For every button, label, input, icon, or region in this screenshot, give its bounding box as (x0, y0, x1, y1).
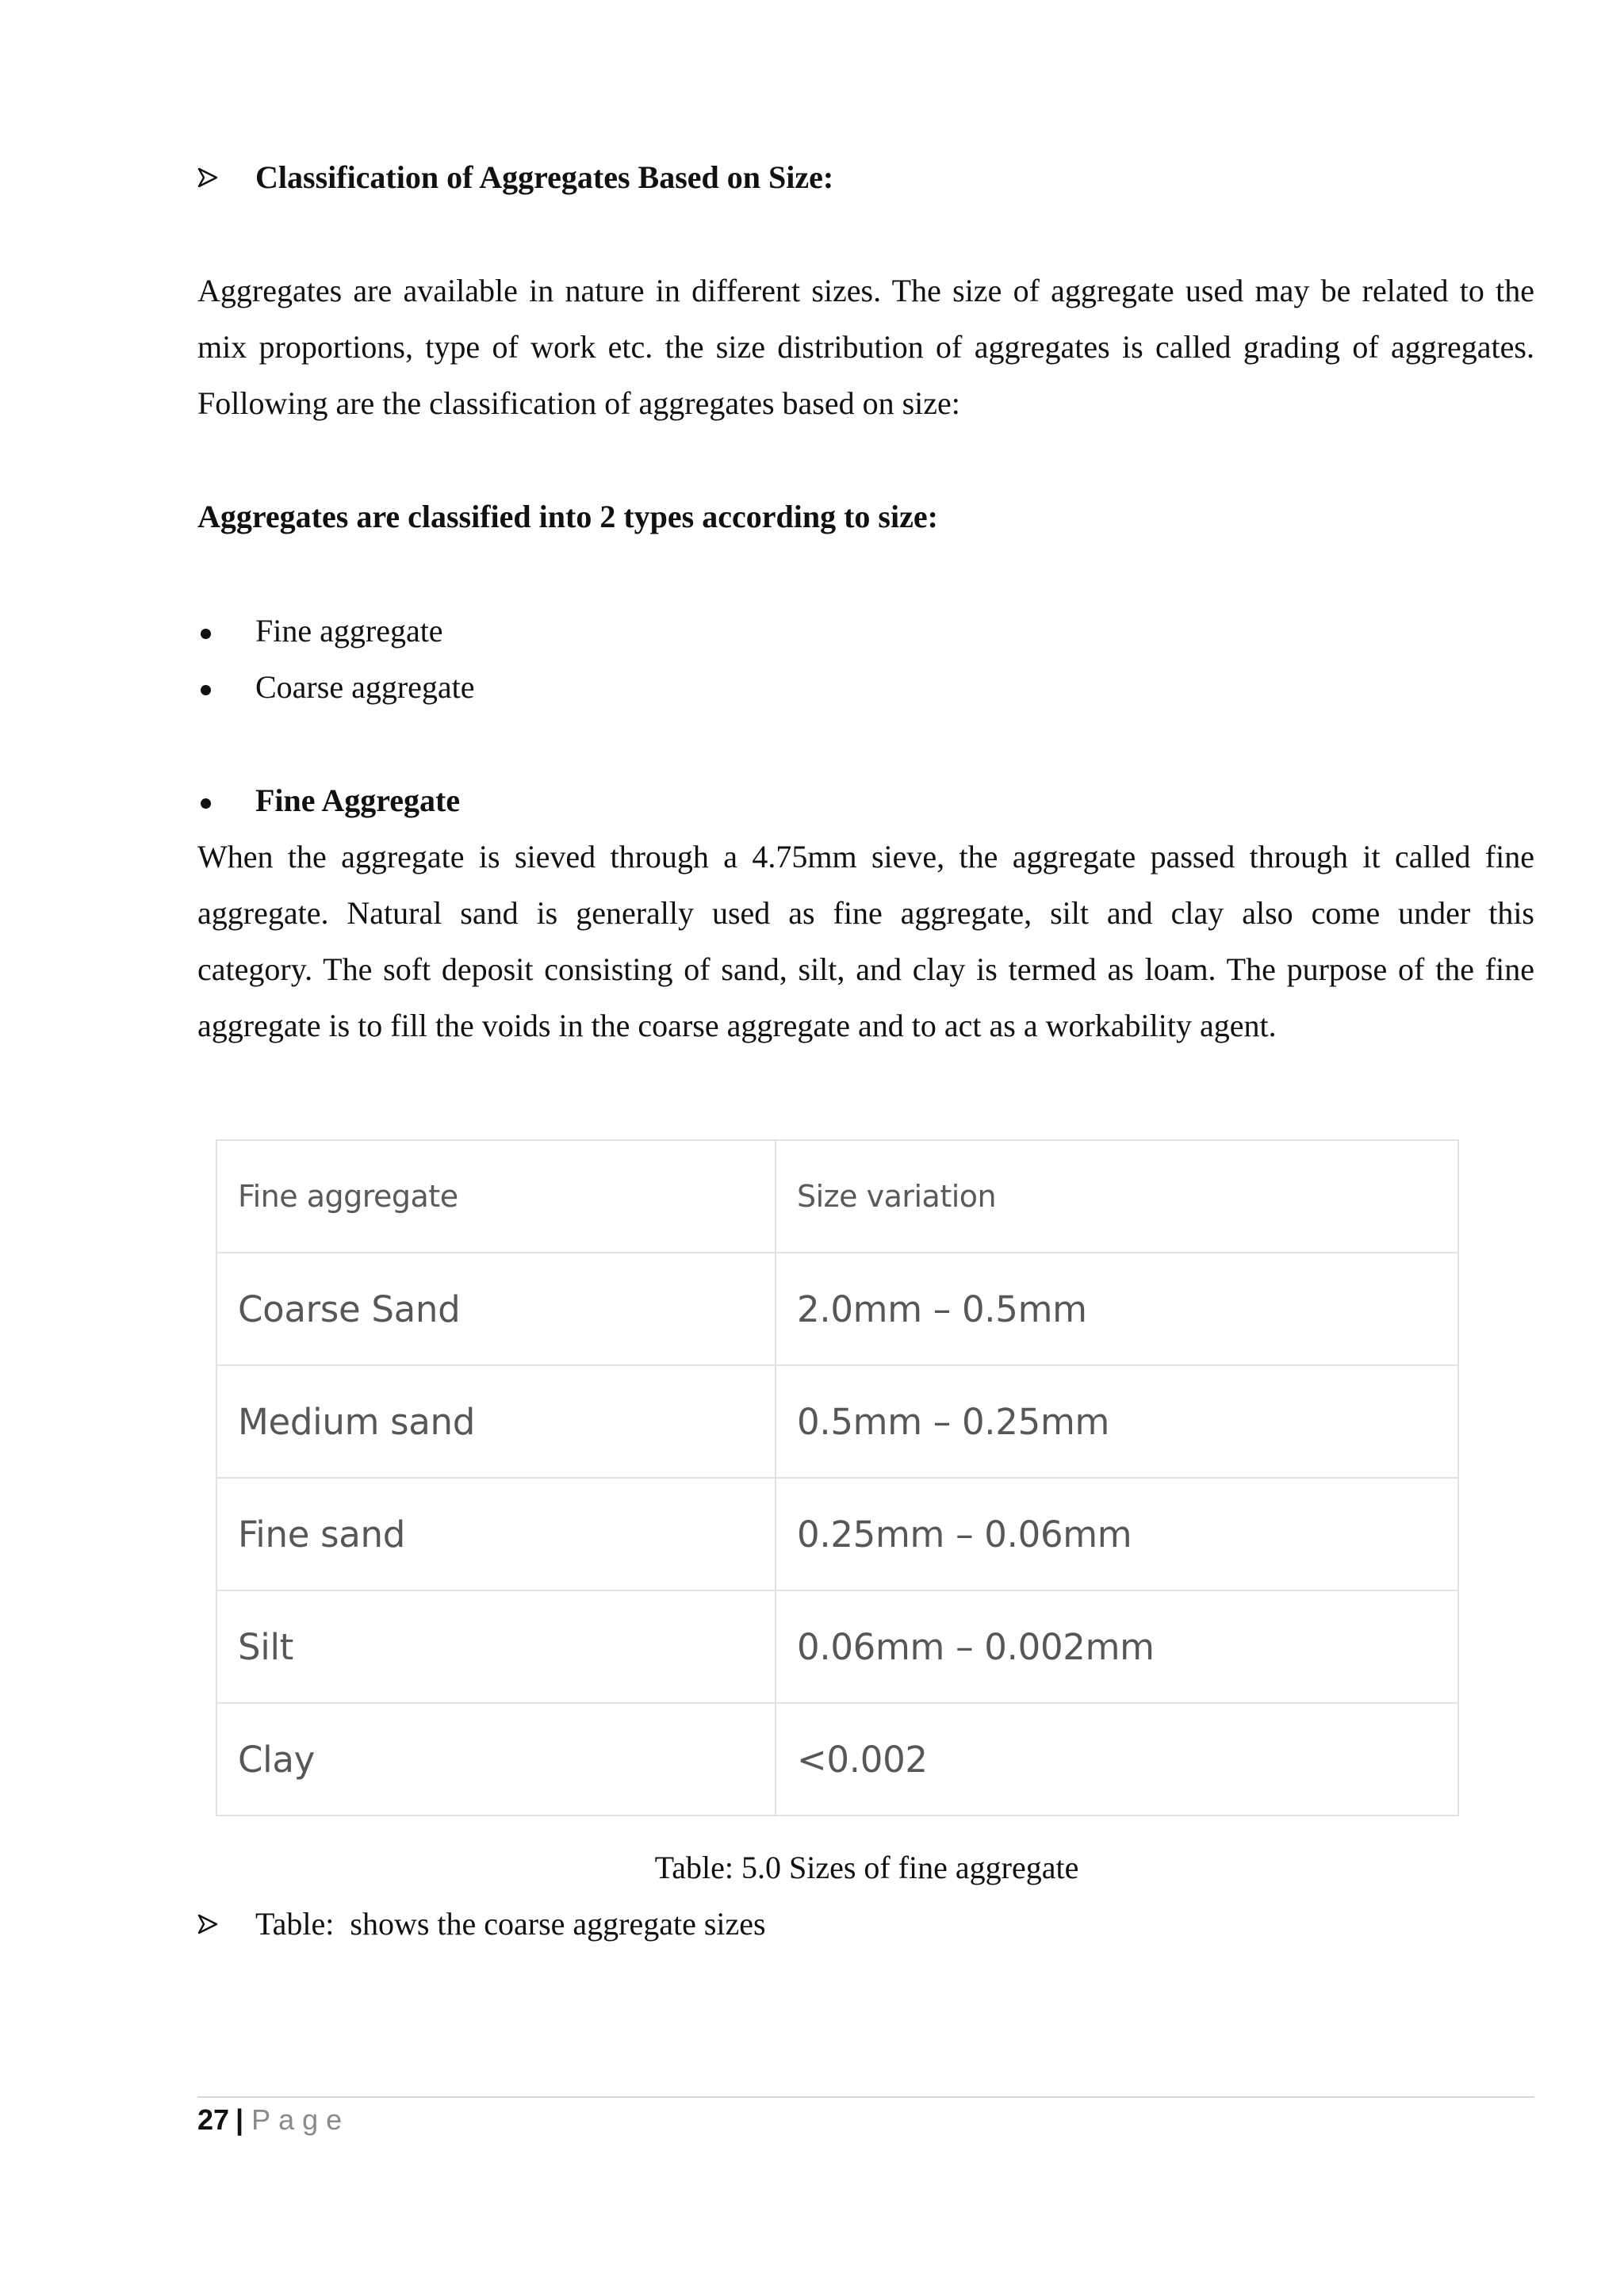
table-cell-size: 0.06mm – 0.002mm (776, 1590, 1458, 1703)
table-row (216, 1478, 1458, 1590)
list-item-fine: Fine aggregate (255, 613, 443, 649)
table-cell-name: Medium sand (216, 1365, 776, 1478)
table-cell-name: Coarse Sand (216, 1253, 776, 1365)
page-number: 27 (197, 2103, 230, 2136)
table-row (216, 1703, 1458, 1816)
table-caption: Table: 5.0 Sizes of fine aggregate (654, 1850, 1079, 1885)
fine-line-3: category. The soft deposit consisting of sand, silt, and clay is termed as loam. The purpose of the fine (197, 951, 1534, 987)
column-header-fine-aggregate: Fine aggregate (216, 1140, 776, 1253)
fine-aggregate-title: Fine Aggregate (255, 783, 461, 818)
column-header-size-variation: Size variation (776, 1140, 1458, 1253)
bullet-icon (201, 629, 211, 639)
table-row (216, 1253, 1458, 1365)
fine-aggregate-size-table (216, 1139, 1459, 1816)
fine-line-2: aggregate. Natural sand is generally used as fine aggregate, silt and clay also come under this (197, 895, 1534, 931)
page-footer (197, 2103, 350, 2137)
list-item-coarse: Coarse aggregate (255, 669, 475, 705)
table-row (216, 1590, 1458, 1703)
table-cell-size: <0.002 (776, 1703, 1458, 1816)
intro-line-1: Aggregates are available in nature in different sizes. The size of aggregate used may be related to the (197, 273, 1534, 308)
footer-divider (197, 2096, 1534, 2098)
fine-line-4: aggregate is to fill the voids in the coarse aggregate and to act as a workability agent. (197, 1008, 1277, 1043)
bullet-icon (201, 685, 211, 695)
table-note: Table: shows the coarse aggregate sizes (255, 1906, 766, 1942)
arrow-bullet-icon (197, 159, 229, 197)
subheading: Aggregates are classified into 2 types according to size: (197, 499, 938, 534)
table-cell-name: Clay (216, 1703, 776, 1816)
table-cell-size: 0.25mm – 0.06mm (776, 1478, 1458, 1590)
fine-line-1: When the aggregate is sieved through a 4.75mm sieve, the aggregate passed through it called fine (197, 839, 1534, 874)
section-heading: Classification of Aggregates Based on Size: (255, 159, 834, 195)
intro-line-2: mix proportions, type of work etc. the size distribution of aggregates is called grading of aggregates. (197, 329, 1534, 365)
table-cell-size: 2.0mm – 0.5mm (776, 1253, 1458, 1365)
table-cell-name: Silt (216, 1590, 776, 1703)
footer-separator: | (236, 2103, 244, 2136)
table-cell-size: 0.5mm – 0.25mm (776, 1365, 1458, 1478)
table-row (216, 1365, 1458, 1478)
arrow-bullet-icon (197, 1905, 229, 1943)
page-label: Page (251, 2103, 350, 2136)
table-header-row (216, 1140, 1458, 1253)
bullet-icon (201, 798, 211, 809)
intro-line-3: Following are the classification of aggregates based on size: (197, 385, 960, 421)
table-cell-name: Fine sand (216, 1478, 776, 1590)
